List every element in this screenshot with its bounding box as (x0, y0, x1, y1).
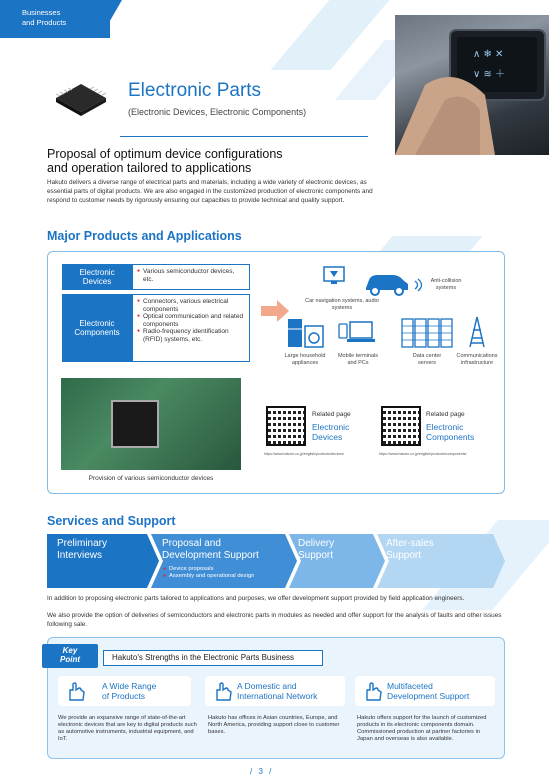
strength-card-products (58, 676, 191, 706)
url-components[interactable]: https://www.hakuto.co.jp/english/products/components/ (379, 452, 467, 456)
devices-label-line1: Electronic (79, 268, 115, 277)
step-label-line2: Development Support (162, 549, 259, 561)
app-label-appliances: Large household appliances (284, 353, 326, 366)
keypoint-title: Hakuto's Strengths in the Electronic Parts Business (103, 650, 323, 666)
services-paragraph-2: We also provide the option of deliveries of semiconductors and electronic parts in modules as needed and offer support for the analysis of faults and other issues following sale. (47, 612, 502, 628)
section-tag-corner (100, 0, 122, 38)
devices-label (62, 264, 132, 290)
related-link-components-line2: Components (426, 432, 475, 442)
related-link-components[interactable] (426, 422, 474, 442)
strength-title-line2: Development Support (387, 691, 470, 701)
strength-title-line2: International Network (237, 691, 318, 701)
related-link-devices-line1: Electronic (312, 422, 350, 432)
step-label-line1: After-sales (386, 538, 434, 549)
keypoint-badge-line1: Key (62, 646, 78, 655)
proposal-bullets (163, 566, 254, 580)
app-label-infrastructure: Communications infrastructure (456, 353, 498, 366)
qr-code-components[interactable] (381, 406, 421, 446)
arrow-right-icon (261, 300, 289, 322)
step-label-line2: Support (298, 549, 334, 561)
related-label-components: Related page (426, 411, 465, 418)
list-item: ● Connectors, various electrical components (137, 298, 245, 313)
semiconductor-photo (61, 378, 241, 470)
step-after-sales (376, 534, 486, 588)
step-label-line1: Delivery (298, 538, 335, 549)
related-link-devices[interactable] (312, 422, 349, 442)
title-divider (120, 136, 368, 137)
section-tag-line1: Businesses (22, 8, 61, 17)
list-item: ● Device proposals (163, 566, 254, 573)
services-heading: Services and Support (47, 514, 176, 528)
page-title: Electronic Parts (128, 80, 262, 101)
app-label-anti-collision: Anti-collision systems (430, 278, 462, 291)
intro-body: Hakuto delivers a diverse range of electrical parts and materials, including a wide variety of electronic devices, as essential parts of digital products. We are also engaged in the customized production of electronic components and respond to customer needs by rigorously ensuring our capacities to provide technical and quality support. (47, 179, 373, 204)
step-delivery-support (288, 534, 368, 588)
strength-card-development (355, 676, 495, 706)
intro-heading-line2: and operation tailored to applications (47, 161, 252, 175)
related-link-devices-line2: Devices (312, 432, 343, 442)
step-label-line1: Preliminary (57, 538, 108, 549)
svg-text:∨ ≋ ＋: ∨ ≋ ＋ (473, 69, 506, 80)
keypoint-badge (42, 644, 98, 668)
related-link-components-line1: Electronic (426, 422, 464, 432)
tower-icon (467, 316, 487, 348)
page-number: / 3 / (250, 767, 274, 776)
photo-caption: Provision of various semiconductor devices (88, 475, 214, 482)
strength-text-network: Hakuto has offices in Asian countries, Europe, and North America, providing support close to customer bases. (208, 715, 340, 735)
svg-text:∧ ❄ ✕: ∧ ❄ ✕ (473, 49, 504, 60)
section-tag-line2: and Products (22, 18, 67, 27)
laptop-icon (338, 320, 378, 348)
app-label-car-nav: Car navigation systems, audio systems (305, 298, 379, 311)
list-item: ● Various semiconductor devices, etc. (137, 268, 245, 283)
url-devices[interactable]: https://www.hakuto.co.jp/english/products/devices/ (264, 452, 345, 456)
devices-list (132, 264, 250, 290)
components-label-line1: Electronic (79, 319, 115, 328)
step-label-line2: Interviews (57, 549, 103, 561)
intro-heading-line1: Proposal of optimum device configurations (47, 147, 283, 161)
hand-icon (363, 680, 385, 702)
app-label-mobile: Mobile terminals and PCs (337, 353, 379, 366)
car-icon (363, 270, 411, 296)
qr-code-devices[interactable] (266, 406, 306, 446)
products-panel (47, 251, 505, 494)
chip-image (111, 400, 159, 448)
services-paragraph-1: In addition to proposing electronic parts tailored to applications and purposes, we offer development support provided by field application engineers. (47, 595, 465, 602)
strength-title-line1: A Wide Range (102, 681, 157, 691)
hand-icon (66, 680, 88, 702)
intro-heading (47, 147, 377, 175)
devices-label-line2: Devices (82, 277, 112, 286)
components-label (62, 294, 132, 362)
step-preliminary-interviews (47, 534, 147, 588)
step-label-line2: Support (386, 549, 422, 561)
components-list (132, 294, 250, 362)
section-tag (0, 0, 110, 38)
app-label-data-center: Data center servers (412, 353, 442, 366)
server-icon (401, 318, 455, 348)
strength-text-development: Hakuto offers support for the launch of customized products in its electronic components domain. Commissioned production at partner factories in Japan and overseas is also available. (357, 715, 487, 742)
strength-card-network (205, 676, 345, 706)
keypoint-badge-line2: Point (60, 655, 80, 664)
strength-text-products: We provide an expansive range of state-of-the-art electronic devices that are key to digital products such as automotive instruments, industrial equipment, and IoT. (58, 715, 197, 742)
strength-title (387, 681, 469, 701)
products-heading: Major Products and Applications (47, 229, 242, 243)
appliances-icon (287, 318, 325, 348)
step-label-line1: Proposal and (162, 538, 221, 549)
strength-title (102, 681, 156, 701)
list-item: ● Assembly and operational design (163, 573, 254, 580)
car-dashboard-illustration (395, 15, 549, 155)
strength-title (237, 681, 317, 701)
list-item: ● Radio-frequency identification (RFID) systems, etc. (137, 328, 245, 343)
related-label-devices: Related page (312, 411, 351, 418)
strength-title-line1: A Domestic and (237, 681, 297, 691)
strength-title-line1: Multifaceted (387, 681, 433, 691)
chip-icon (50, 78, 112, 118)
hand-icon (213, 680, 235, 702)
components-label-line2: Components (74, 328, 120, 337)
strength-title-line2: of Products (102, 691, 145, 701)
car-navigation-icon (323, 266, 345, 286)
car-dashboard-photo (395, 15, 549, 155)
list-item: ● Optical communication and related components (137, 313, 245, 328)
page-subtitle: (Electronic Devices, Electronic Components) (128, 107, 307, 117)
